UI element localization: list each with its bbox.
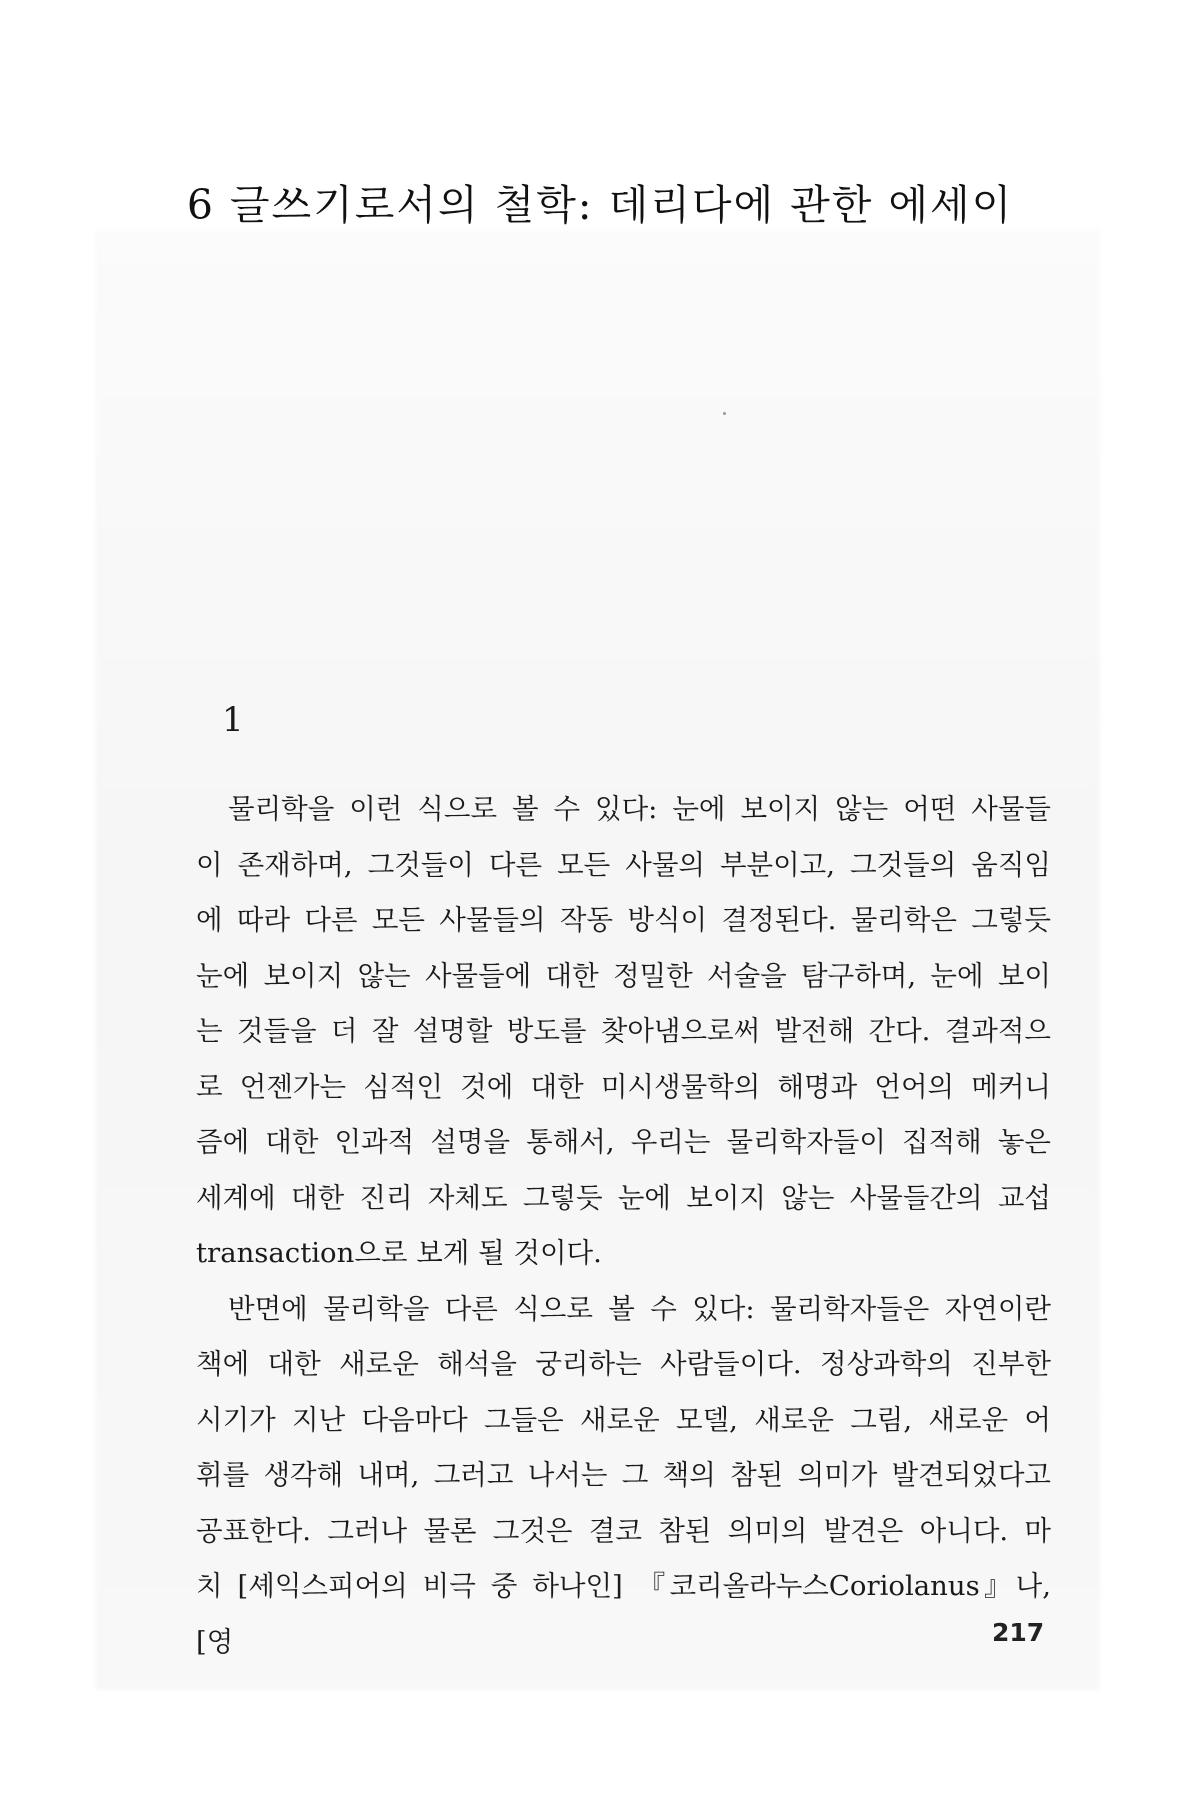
- text-line: 로 언젠가는 심적인 것에 대한 미시생물학의 해명과 언어의 메커니: [196, 1070, 1051, 1103]
- text-line: 책에 대한 새로운 해석을 궁리하는 사람들이다. 정상과학의 진부한: [196, 1348, 1051, 1380]
- paragraph-2: [196, 1282, 1051, 1671]
- scan-speck: [723, 412, 726, 415]
- text-line: 는 것들을 더 잘 설명할 방도를 찾아냄으로써 발전해 간다. 결과적으: [196, 1015, 1051, 1047]
- text-line: 즘에 대한 인과적 설명을 통해서, 우리는 물리학자들이 집적해 놓은: [196, 1126, 1051, 1158]
- text-line: 이 존재하며, 그것들이 다른 모든 사물의 부분이고, 그것들의 움직임: [196, 848, 1051, 881]
- chapter-title: 6 글쓰기로서의 철학: 데리다에 관한 에세이: [186, 181, 1014, 229]
- text-line: 공표한다. 그러나 물론 그것은 결코 참된 의미의 발견은 아니다. 마: [196, 1514, 1051, 1547]
- body-text: [196, 782, 1051, 1670]
- text-line: transaction으로 보게 될 것이다.: [196, 1237, 602, 1269]
- text-line: 시기가 지난 다음마다 그들은 새로운 모델, 새로운 그림, 새로운 어: [196, 1403, 1051, 1436]
- text-line: 치 [셰익스피어의 비극 중 하나인] 『코리올라누스Coriolanus』나, [영: [196, 1570, 1051, 1658]
- text-line: 휘를 생각해 내며, 그러고 나서는 그 책의 참된 의미가 발견되었다고: [196, 1459, 1051, 1491]
- text-line: 물리학을 이런 식으로 볼 수 있다: 눈에 보이지 않는 어떤 사물들: [228, 793, 1051, 825]
- text-line: 에 따라 다른 모든 사물들의 작동 방식이 결정된다. 물리학은 그렇듯: [196, 904, 1051, 936]
- text-line: 반면에 물리학을 다른 식으로 볼 수 있다: 물리학자들은 자연이란: [228, 1292, 1051, 1325]
- text-line: 세계에 대한 진리 자체도 그렇듯 눈에 보이지 않는 사물들간의 교섭: [196, 1181, 1051, 1214]
- text-line: 눈에 보이지 않는 사물들에 대한 정밀한 서술을 탐구하며, 눈에 보이: [196, 959, 1051, 992]
- section-number: 1: [222, 700, 244, 740]
- page-number: 217: [992, 1618, 1045, 1647]
- paragraph-1: [196, 782, 1051, 1282]
